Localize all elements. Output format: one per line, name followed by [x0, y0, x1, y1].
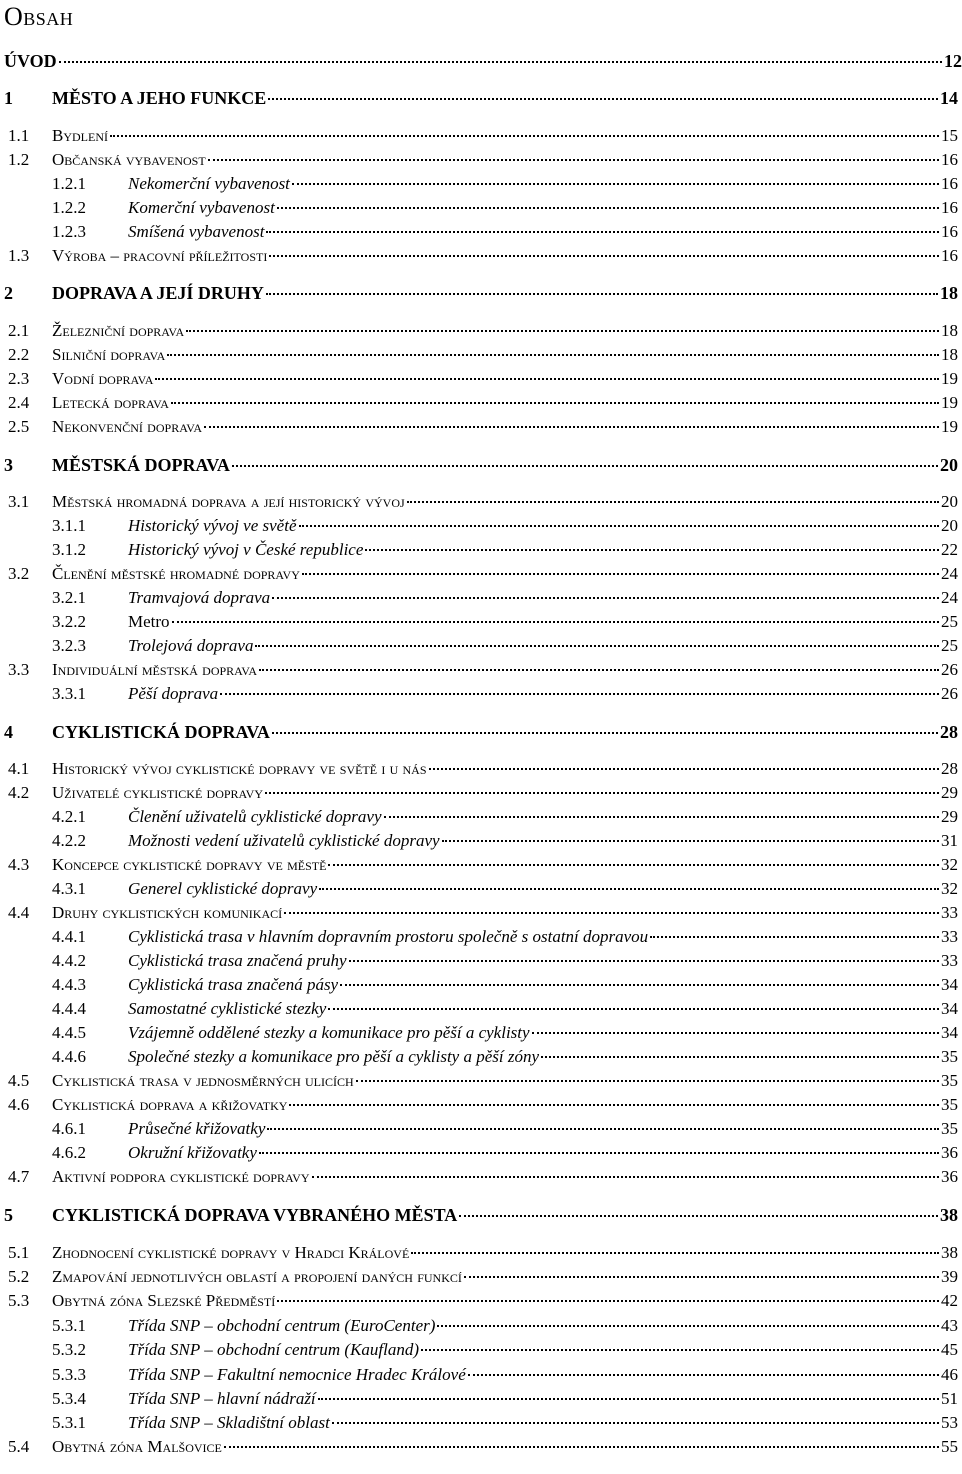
toc-entry-label: Třída SNP – obchodní centrum (EuroCenter) [128, 1316, 436, 1335]
dot-leader [204, 425, 939, 428]
toc-entry[interactable] [0, 721, 958, 743]
dot-leader [340, 983, 939, 986]
toc-entry-page: 25 [941, 636, 958, 655]
toc-entry-label: Členění uživatelů cyklistické dopravy [128, 807, 382, 826]
dot-leader [232, 464, 938, 467]
dot-leader [318, 1397, 939, 1400]
dot-leader [267, 1127, 939, 1130]
toc-entry-page: 35 [941, 1071, 958, 1090]
toc-entry-page: 19 [941, 369, 958, 388]
toc-entry-number: 2.5 [8, 417, 30, 436]
toc-entry-label: Společné stezky a komunikace pro pěší a cyklisty a pěší zóny [128, 1047, 540, 1066]
toc-entry-label: Členění městské hromadné dopravy [52, 564, 300, 583]
dot-leader [532, 1031, 939, 1034]
toc-entry-page: 28 [941, 759, 958, 778]
toc-entry-number: 1.2 [8, 150, 30, 169]
dot-leader [349, 959, 939, 962]
dot-leader [299, 524, 940, 527]
dot-leader [284, 911, 939, 914]
toc-entry[interactable] [0, 87, 958, 109]
toc-entry-number: 4.2 [8, 783, 30, 802]
toc-entry[interactable] [0, 1166, 958, 1188]
toc-entry-number: 3.1 [8, 492, 30, 511]
toc-entry-number: 3.2.1 [52, 588, 86, 607]
toc-entry[interactable] [0, 1046, 958, 1068]
dot-leader [384, 815, 940, 818]
toc-entry-page: 20 [940, 455, 958, 475]
toc-entry-page: 35 [941, 1119, 958, 1138]
toc-entry[interactable] [0, 1412, 958, 1434]
toc-entry[interactable] [0, 173, 958, 195]
toc-entry-number: 2.1 [8, 321, 30, 340]
toc-entry[interactable] [0, 539, 958, 561]
toc-entry-label: Letecká doprava [52, 393, 169, 412]
dot-leader [319, 887, 939, 890]
toc-entry-label: Obytná zóna Malšovice [52, 1437, 222, 1456]
toc-entry-label: Samostatné cyklistické stezky [128, 999, 327, 1018]
dot-leader [266, 230, 939, 233]
toc-entry-label: Třída SNP – Skladištní oblast [128, 1413, 330, 1432]
toc-entry-label: Občanská vybavenost [52, 150, 206, 169]
toc-entry-page: 25 [941, 612, 958, 631]
toc-entry-number: 2.3 [8, 369, 30, 388]
toc-entry-page: 33 [941, 951, 958, 970]
toc-entry[interactable] [0, 611, 958, 633]
toc-entry-number: 3.1.2 [52, 540, 86, 559]
toc-entry-label: Třída SNP – obchodní centrum (Kaufland) [128, 1340, 420, 1359]
toc-entry[interactable] [0, 1388, 958, 1410]
toc-entry-page: 19 [941, 417, 958, 436]
toc-entry-number: 4.4.4 [52, 999, 86, 1018]
toc-entry[interactable] [0, 902, 958, 924]
toc-entry-label: Nekomerční vybavenost [128, 174, 290, 193]
toc-entry-number: 5.4 [8, 1437, 30, 1456]
toc-entry-page: 28 [940, 722, 958, 742]
toc-entry-number: 4.6.1 [52, 1119, 86, 1138]
toc-entry-label: Individuální městská doprava [52, 660, 258, 679]
dot-leader [421, 1348, 939, 1351]
toc-entry-number: 3.2 [8, 564, 30, 583]
dot-leader [220, 692, 939, 695]
toc-entry-label: Komerční vybavenost [128, 198, 275, 217]
toc-entry-page: 51 [941, 1389, 958, 1408]
toc-entry-page: 43 [941, 1316, 958, 1335]
dot-leader [302, 572, 939, 575]
dot-leader [459, 1214, 938, 1217]
toc-entry-page: 20 [941, 516, 958, 535]
toc-entry[interactable] [0, 1315, 958, 1337]
toc-entry-label: MĚSTO A JEHO FUNKCE [52, 88, 267, 108]
toc-entry[interactable] [0, 392, 958, 414]
toc-entry[interactable] [0, 974, 958, 996]
dot-leader [265, 791, 939, 794]
toc-entry-label: Historický vývoj v České republice [128, 540, 364, 559]
toc-entry-page: 16 [941, 246, 958, 265]
toc-entry[interactable] [0, 491, 958, 513]
dot-leader [328, 1007, 939, 1010]
dot-leader [277, 1299, 939, 1302]
toc-entry-label: CYKLISTICKÁ DOPRAVA VYBRANÉHO MĚSTA [52, 1205, 458, 1225]
toc-entry-number: 1 [4, 88, 13, 108]
toc-entry-number: 4.4.6 [52, 1047, 86, 1066]
toc-entry[interactable] [0, 221, 958, 243]
toc-entry-page: 33 [941, 927, 958, 946]
dot-leader [437, 1324, 939, 1327]
toc-entry-page: 18 [941, 345, 958, 364]
toc-entry-label: Cyklistická trasa v hlavním dopravním prostoru společně s ostatní dopravou [128, 927, 649, 946]
toc-entry-number: 1.2.2 [52, 198, 86, 217]
toc-entry-number: 4.7 [8, 1167, 30, 1186]
toc-entry[interactable] [0, 454, 958, 476]
toc-entry[interactable] [0, 149, 958, 171]
toc-entry-page: 32 [941, 879, 958, 898]
toc-entry-number: 2 [4, 283, 13, 303]
toc-entry-page: 39 [941, 1267, 958, 1286]
toc-entry-label: Vzájemně oddělené stezky a komunikace pro pěší a cyklisty [128, 1023, 530, 1042]
toc-entry-number: 3.3.1 [52, 684, 86, 703]
toc-entry[interactable] [0, 344, 958, 366]
dot-leader [172, 620, 939, 623]
toc-entry[interactable] [0, 878, 958, 900]
toc-entry-number: 4.3.1 [52, 879, 86, 898]
dot-leader [468, 1373, 939, 1376]
toc-entry[interactable] [0, 782, 958, 804]
dot-leader [328, 863, 939, 866]
dot-leader [272, 596, 939, 599]
toc-entry-label: Historický vývoj ve světě [128, 516, 297, 535]
toc-entry[interactable] [0, 758, 958, 780]
toc-entry-page: 45 [941, 1340, 958, 1359]
toc-entry-number: 4.3 [8, 855, 30, 874]
toc-entry-label: Zhodnocení cyklistické dopravy v Hradci Králové [52, 1243, 410, 1262]
toc-entry-number: 5.3.4 [52, 1389, 86, 1408]
dot-leader [255, 644, 939, 647]
toc-entry[interactable] [0, 1290, 958, 1312]
dot-leader [186, 329, 939, 332]
toc-entry-label: Cyklistická trasa značená pruhy [128, 951, 347, 970]
toc-entry-page: 46 [941, 1365, 958, 1384]
toc-entry[interactable] [0, 1022, 958, 1044]
toc-entry[interactable] [0, 125, 958, 147]
toc-entry-label: Možnosti vedení uživatelů cyklistické dopravy [128, 831, 440, 850]
toc-entry-page: 18 [941, 321, 958, 340]
dot-leader [411, 1251, 939, 1254]
toc-entry-label: Uživatelé cyklistické dopravy [52, 783, 264, 802]
toc-entry[interactable] [0, 1364, 958, 1386]
toc-entry[interactable] [0, 1142, 958, 1164]
toc-entry[interactable] [0, 1204, 958, 1226]
toc-entry-number: 1.2.3 [52, 222, 86, 241]
toc-entry-number: 4.6.2 [52, 1143, 86, 1162]
toc-entry-page: 34 [941, 975, 958, 994]
toc-entry-number: 5.1 [8, 1243, 30, 1262]
toc-entry[interactable] [0, 416, 958, 438]
toc-entry-number: 3.1.1 [52, 516, 86, 535]
toc-entry[interactable] [0, 1339, 958, 1361]
toc-entry-number: 4.4 [8, 903, 30, 922]
toc-entry[interactable] [0, 635, 958, 657]
toc-entry-page: 35 [941, 1095, 958, 1114]
toc-entry-label: Smíšená vybavenost [128, 222, 265, 241]
toc-entry-page: 12 [944, 51, 962, 71]
toc-entry-page: 24 [941, 564, 958, 583]
toc-entry-label: Druhy cyklistických komunikací [52, 903, 283, 922]
toc-entry-number: 5.3.1 [52, 1413, 86, 1432]
toc-entry[interactable] [0, 515, 958, 537]
toc-entry-page: 26 [941, 660, 958, 679]
toc-entry-number: 3.2.2 [52, 612, 86, 631]
dot-leader [289, 1103, 939, 1106]
toc-entry[interactable] [0, 1118, 958, 1140]
toc-entry[interactable] [0, 50, 962, 72]
toc-entry-number: 4.6 [8, 1095, 30, 1114]
dot-leader [429, 767, 939, 770]
toc-entry[interactable] [0, 926, 958, 948]
toc-entry-page: 55 [941, 1437, 958, 1456]
toc-entry-page: 29 [941, 807, 958, 826]
dot-leader [59, 60, 942, 63]
toc-entry[interactable] [0, 998, 958, 1020]
toc-entry-number: 4.4.5 [52, 1023, 86, 1042]
toc-entry-number: 4.2.1 [52, 807, 86, 826]
dot-leader [110, 134, 939, 137]
dot-leader [365, 548, 939, 551]
toc-entry-page: 38 [940, 1205, 958, 1225]
dot-leader [442, 839, 939, 842]
toc-entry-label: Okružní křižovatky [128, 1143, 257, 1162]
toc-entry[interactable] [0, 1242, 958, 1264]
toc-entry-page: 33 [941, 903, 958, 922]
toc-entry-page: 18 [940, 283, 958, 303]
toc-entry-number: 4.4.3 [52, 975, 86, 994]
toc-entry-page: 36 [941, 1143, 958, 1162]
toc-entry-page: 36 [941, 1167, 958, 1186]
toc-entry-page: 15 [941, 126, 958, 145]
toc-entry[interactable] [0, 1266, 958, 1288]
dot-leader [650, 935, 939, 938]
dot-leader [356, 1079, 939, 1082]
toc-entry-number: 1.3 [8, 246, 30, 265]
toc-entry-page: 16 [941, 150, 958, 169]
toc-entry-number: 4.4.2 [52, 951, 86, 970]
toc-entry-number: 4.1 [8, 759, 30, 778]
toc-entry-label: Historický vývoj cyklistické dopravy ve světě i u nás [52, 759, 427, 778]
dot-leader [332, 1421, 939, 1424]
toc-entry-label: Vodní doprava [52, 369, 154, 388]
toc-entry[interactable] [0, 197, 958, 219]
dot-leader [272, 731, 938, 734]
toc-entry-page: 29 [941, 783, 958, 802]
toc-entry-label: Metro [128, 612, 170, 631]
toc-entry-number: 3.3 [8, 660, 30, 679]
toc-entry-number: 5.3.1 [52, 1316, 86, 1335]
toc-entry-page: 24 [941, 588, 958, 607]
toc-entry-number: 1.2.1 [52, 174, 86, 193]
toc-entry-number: 4.5 [8, 1071, 30, 1090]
toc-entry-page: 35 [941, 1047, 958, 1066]
toc-entry-number: 5.3 [8, 1291, 30, 1310]
toc-entry-page: 34 [941, 999, 958, 1018]
toc-entry[interactable] [0, 806, 958, 828]
toc-entry-page: 42 [941, 1291, 958, 1310]
toc-entry-page: 19 [941, 393, 958, 412]
toc-entry-label: Městská hromadná doprava a její historický vývoj [52, 492, 405, 511]
toc-entry-page: 16 [941, 198, 958, 217]
dot-leader [171, 401, 939, 404]
toc-entry[interactable] [0, 587, 958, 609]
toc-entry[interactable] [0, 1436, 958, 1458]
toc-entry-number: 5 [4, 1205, 13, 1225]
toc-entry-number: 2.4 [8, 393, 30, 412]
toc-entry-label: Třída SNP – Fakultní nemocnice Hradec Králové [128, 1365, 466, 1384]
toc-entry-label: Železniční doprava [52, 321, 185, 340]
toc-entry-number: 4 [4, 722, 13, 742]
toc-entry[interactable] [0, 854, 958, 876]
toc-entry[interactable] [0, 368, 958, 390]
toc-entry[interactable] [0, 659, 958, 681]
toc-entry-label: Zmapování jednotlivých oblastí a propojení daných funkcí [52, 1267, 462, 1286]
dot-leader [268, 97, 938, 100]
toc-entry-page: 53 [941, 1413, 958, 1432]
toc-entry-label: Cyklistická trasa v jednosměrných ulicích [52, 1071, 354, 1090]
toc-entry-label: DOPRAVA A JEJÍ DRUHY [52, 283, 264, 303]
toc-entry-number: 4.4.1 [52, 927, 86, 946]
toc-entry-label: Třída SNP – hlavní nádraží [128, 1389, 316, 1408]
toc-entry-page: 31 [941, 831, 958, 850]
toc-entry[interactable] [0, 683, 958, 705]
toc-entry[interactable] [0, 1070, 958, 1092]
dot-leader [224, 1445, 939, 1448]
toc-entry-label: Trolejová doprava [128, 636, 254, 655]
toc-entry-page: 38 [941, 1243, 958, 1262]
dot-leader [277, 206, 939, 209]
toc-entry[interactable] [0, 320, 958, 342]
toc-entry-number: 3.2.3 [52, 636, 86, 655]
dot-leader [266, 292, 938, 295]
toc-entry-number: 5.3.3 [52, 1365, 86, 1384]
toc-entry-label: Obytná zóna Slezské Předměstí [52, 1291, 276, 1310]
toc-entry-label: Nekonvenční doprava [52, 417, 203, 436]
dot-leader [259, 1151, 939, 1154]
dot-leader [407, 500, 939, 503]
dot-leader [269, 254, 939, 257]
toc-entry[interactable] [0, 1094, 958, 1116]
toc-entry-number: 2.2 [8, 345, 30, 364]
toc-entry[interactable] [0, 282, 958, 304]
dot-leader [259, 668, 939, 671]
dot-leader [292, 182, 939, 185]
dot-leader [464, 1275, 939, 1278]
toc-entry-page: 14 [940, 88, 958, 108]
dot-leader [208, 158, 939, 161]
toc-entry-label: MĚSTSKÁ DOPRAVA [52, 455, 230, 475]
dot-leader [167, 353, 939, 356]
toc-entry-page: 20 [941, 492, 958, 511]
toc-entry-page: 22 [941, 540, 958, 559]
toc-entry-label: Bydlení [52, 126, 108, 145]
toc-entry-label: Cyklistická trasa značená pásy [128, 975, 339, 994]
toc-entry-page: 32 [941, 855, 958, 874]
toc-entry[interactable] [0, 950, 958, 972]
toc-entry-page: 26 [941, 684, 958, 703]
toc-entry-label: Generel cyklistické dopravy [128, 879, 318, 898]
toc-entry-label: Silniční doprava [52, 345, 166, 364]
toc-entry-page: 16 [941, 174, 958, 193]
toc-entry-number: 3 [4, 455, 13, 475]
dot-leader [155, 377, 939, 380]
toc-entry-label: Aktivní podpora cyklistické dopravy [52, 1167, 310, 1186]
toc-entry-label: Cyklistická doprava a křižovatky [52, 1095, 288, 1114]
toc-entry-number: 1.1 [8, 126, 30, 145]
toc-entry-label: Pěší doprava [128, 684, 219, 703]
toc-entry-label: Výroba – pracovní příležitosti [52, 246, 268, 265]
toc-entry-label: CYKLISTICKÁ DOPRAVA [52, 722, 270, 742]
toc-entry-page: 16 [941, 222, 958, 241]
dot-leader [312, 1175, 940, 1178]
toc-entry[interactable] [0, 245, 958, 267]
dot-leader [541, 1055, 939, 1058]
toc-entry-number: 5.3.2 [52, 1340, 86, 1359]
toc-entry-label: Koncepce cyklistické dopravy ve městě [52, 855, 327, 874]
toc-entry[interactable] [0, 830, 958, 852]
page-title: Obsah [4, 2, 74, 31]
toc-entry-number: 5.2 [8, 1267, 30, 1286]
toc-entry-number: 4.2.2 [52, 831, 86, 850]
toc-entry-label: ÚVOD [4, 51, 57, 71]
toc-entry-label: Tramvajová doprava [128, 588, 271, 607]
toc-entry-label: Průsečné křižovatky [128, 1119, 266, 1138]
toc-entry-page: 34 [941, 1023, 958, 1042]
toc-entry[interactable] [0, 563, 958, 585]
